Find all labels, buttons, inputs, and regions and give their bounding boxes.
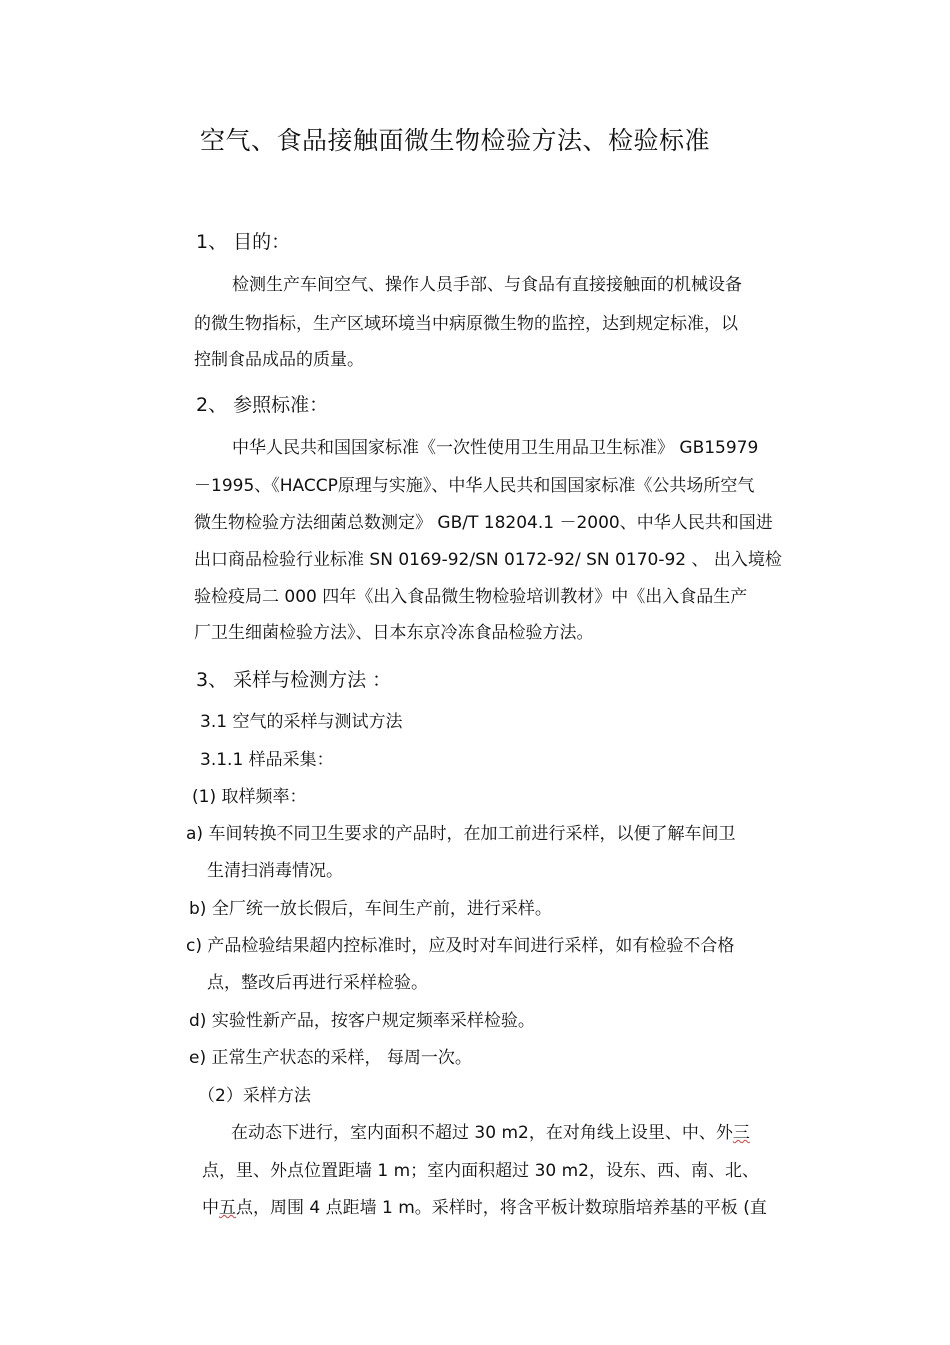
item-c-line-2: 点，整改后再进行采样检验。: [207, 973, 428, 993]
section-1-line-3: 控制食品成品的质量。: [194, 350, 364, 370]
method-line-3-text-a: 中: [202, 1198, 219, 1218]
item-a-line-1: a) 车间转换不同卫生要求的产品时，在加工前进行采样，以便了解车间卫: [186, 824, 736, 844]
item-a-line-2: 生清扫消毒情况。: [207, 861, 343, 881]
section-2-line-5: 验检疫局二 000 四年《出入食品微生物检验培训教材》中《出入食品生产: [194, 587, 748, 607]
method-line-3-text-b: 点，周围 4 点距墙 1 m。采样时，将含平板计数琼脂培养基的平板 (直: [236, 1198, 767, 1218]
subsection-3-1-1: 3.1.1 样品采集：: [200, 750, 334, 770]
sampling-frequency-label: (1) 取样频率：: [192, 787, 307, 807]
sampling-method-label: （2）采样方法: [198, 1086, 311, 1106]
section-3-heading: 3、 采样与检测方法 ：: [196, 669, 392, 691]
method-line-3-marked-char: 五: [219, 1198, 236, 1218]
item-b: b) 全厂统一放长假后，车间生产前，进行采样。: [189, 899, 552, 919]
section-2-line-1: 中华人民共和国国家标准《一次性使用卫生用品卫生标准》 GB15979: [232, 438, 759, 458]
method-paragraph-line-1: [231, 1122, 750, 1144]
item-e: e) 正常生产状态的采样， 每周一次。: [189, 1048, 472, 1068]
section-2-line-2: －1995、《HACCP原理与实施》、中华人民共和国国家标准《公共场所空气: [194, 476, 755, 496]
subsection-3-1: 3.1 空气的采样与测试方法: [200, 712, 403, 732]
document-title: 空气、食品接触面微生物检验方法、检验标准: [200, 126, 711, 155]
item-c-line-1: c) 产品检验结果超内控标准时，应及时对车间进行采样，如有检验不合格: [186, 936, 735, 956]
method-line-1-text: 在动态下进行，室内面积不超过 30 m2，在对角线上设里、中、外: [231, 1123, 733, 1143]
section-2-line-6: 厂卫生细菌检验方法》、日本东京冷冻食品检验方法。: [194, 623, 594, 643]
section-2-line-3: 微生物检验方法细菌总数测定》 GB/T 18204.1 －2000、中华人民共和国进: [194, 513, 773, 533]
section-2-line-4: 出口商品检验行业标准 SN 0169-92/SN 0172-92/ SN 0170-92 、 出入境检: [194, 550, 782, 570]
method-line-1-marked-char: 三: [732, 1123, 750, 1143]
section-1-line-2: 的微生物指标，生产区域环境当中病原微生物的监控，达到规定标准，以: [194, 314, 738, 334]
section-1-heading: 1、 目的：: [196, 231, 291, 253]
section-2-heading: 2、 参照标准：: [196, 394, 329, 416]
section-1-line-1: 检测生产车间空气、操作人员手部、与食品有直接接触面的机械设备: [232, 275, 742, 295]
method-paragraph-line-2: 点，里、外点位置距墙 1 m；室内面积超过 30 m2，设东、西、南、北、: [202, 1161, 759, 1181]
method-paragraph-line-3: [202, 1197, 767, 1219]
item-d: d) 实验性新产品，按客户规定频率采样检验。: [189, 1011, 535, 1031]
